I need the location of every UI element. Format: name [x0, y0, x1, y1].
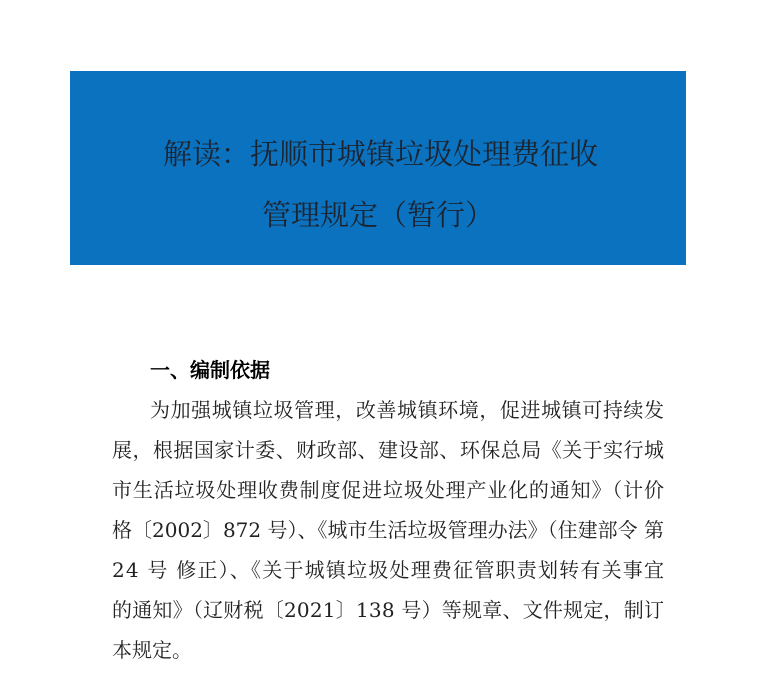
section-heading: 一、编制依据: [150, 358, 270, 382]
paragraph-line-5: 24 号 修正）、《关于城镇垃圾处理费征管职责划转有关事宜: [112, 558, 666, 582]
paragraph-line-6: 的通知》（辽财税〔2021〕138 号）等规章、文件规定，制订: [112, 598, 665, 622]
paragraph-line-4: 格〔2002〕872 号）、《城市生活垃圾管理办法》（住建部令 第: [112, 518, 664, 542]
paragraph-line-3: 市生活垃圾处理收费制度促进垃圾处理产业化的通知》（计价: [112, 478, 665, 502]
document-title-line-1: 解读：抚顺市城镇垃圾处理费征收: [163, 137, 599, 171]
document-title-line-2: 管理规定（暂行）: [262, 198, 495, 232]
paragraph-line-1: 为加强城镇垃圾管理，改善城镇环境，促进城镇可持续发: [150, 398, 665, 422]
paragraph-line-2: 展，根据国家计委、财政部、建设部、环保总局《关于实行城: [112, 438, 665, 462]
paragraph-line-7: 本规定。: [112, 638, 192, 662]
